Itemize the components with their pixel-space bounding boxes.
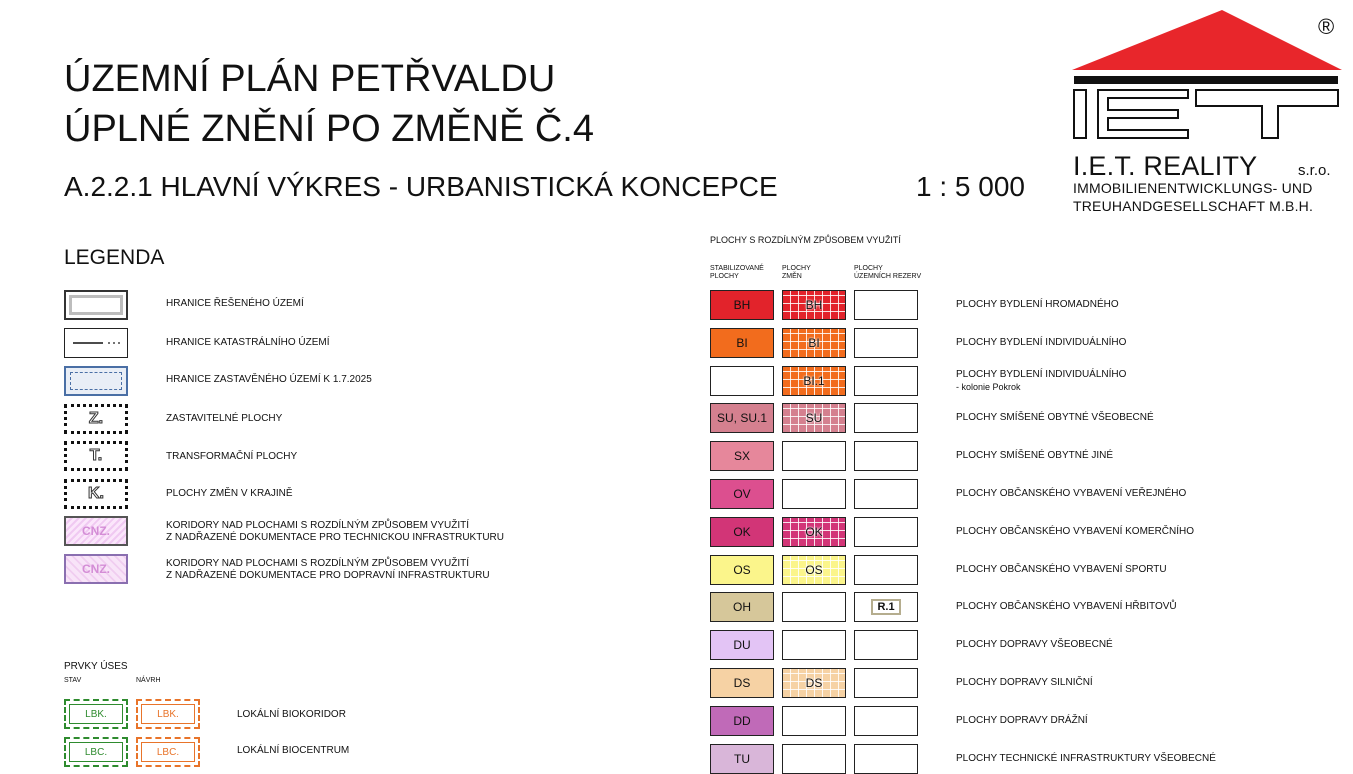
legend-label: ZASTAVITELNÉ PLOCHY xyxy=(166,413,283,424)
legend-symbol-technical-corridor: CNZ. xyxy=(64,516,128,546)
area-cell-change xyxy=(782,706,846,736)
title-line-1: ÚZEMNÍ PLÁN PETŘVALDU xyxy=(64,58,556,100)
area-cell-stabilized: DD xyxy=(710,706,774,736)
area-row-label: PLOCHY BYDLENÍ INDIVIDUÁLNÍHO xyxy=(956,337,1127,348)
area-cell-reserve xyxy=(854,555,918,585)
area-row-label: PLOCHY OBČANSKÉHO VYBAVENÍ VEŘEJNÉHO xyxy=(956,488,1187,499)
area-row-label: PLOCHY BYDLENÍ INDIVIDUÁLNÍHO - kolonie Pokrok xyxy=(956,369,1127,392)
logo-subtitle-line-1: IMMOBILIENENTWICKLUNGS- UND xyxy=(1073,180,1313,196)
area-cell-change xyxy=(782,744,846,774)
area-cell-change: OS xyxy=(782,555,846,585)
area-cell-reserve xyxy=(854,706,918,736)
area-row-label: PLOCHY DOPRAVY DRÁŽNÍ xyxy=(956,715,1088,726)
uses-col-navrh: NÁVRH xyxy=(136,677,161,684)
area-cell-stabilized: BI xyxy=(710,328,774,358)
area-cell-reserve xyxy=(854,441,918,471)
legend-symbol-buildable-areas: Z. xyxy=(64,404,128,434)
legend-label: KORIDORY NAD PLOCHAMI S ROZDÍLNÝM ZPŮSOBEM VYUŽITÍ Z NADŘAZENÉ DOKUMENTACE PRO TECHNICKOU INFRASTRUKTURU xyxy=(166,520,504,543)
area-cell-stabilized: SU, SU.1 xyxy=(710,403,774,433)
area-cell-reserve xyxy=(854,744,918,774)
areas-title: PLOCHY S ROZDÍLNÝM ZPŮSOBEM VYUŽITÍ xyxy=(710,235,901,245)
area-cell-reserve xyxy=(854,328,918,358)
area-cell-reserve xyxy=(854,403,918,433)
logo-company-suffix: s.r.o. xyxy=(1298,162,1331,179)
legend-symbol-solved-area xyxy=(64,290,128,320)
registered-mark: ® xyxy=(1318,14,1335,39)
title-line-2: ÚPLNÉ ZNĚNÍ PO ZMĚNĚ Č.4 xyxy=(64,108,594,150)
uses-biocorridor-navrh: LBK. xyxy=(136,699,200,729)
area-row-label: PLOCHY OBČANSKÉHO VYBAVENÍ HŘBITOVŮ xyxy=(956,601,1177,612)
area-cell-stabilized xyxy=(710,366,774,396)
legend-symbol-landscape-changes: K. xyxy=(64,479,128,509)
legend-label: HRANICE ŘEŠENÉHO ÚZEMÍ xyxy=(166,298,304,309)
area-row-label: PLOCHY BYDLENÍ HROMADNÉHO xyxy=(956,299,1119,310)
area-cell-reserve: R.1 xyxy=(854,592,918,622)
uses-biocentre-label: LOKÁLNÍ BIOCENTRUM xyxy=(237,745,350,756)
logo-company-name: I.E.T. REALITY xyxy=(1073,151,1258,181)
area-cell-stabilized: OV xyxy=(710,479,774,509)
area-cell-change: BI.1 xyxy=(782,366,846,396)
areas-col-changes: PLOCHY ZMĚN xyxy=(782,265,811,280)
legend-label: PLOCHY ZMĚN V KRAJINĚ xyxy=(166,488,293,499)
area-cell-stabilized: OS xyxy=(710,555,774,585)
area-cell-change xyxy=(782,630,846,660)
area-cell-change: SU xyxy=(782,403,846,433)
area-cell-reserve xyxy=(854,290,918,320)
area-cell-reserve xyxy=(854,366,918,396)
uses-biocentre-navrh: LBC. xyxy=(136,737,200,767)
area-cell-reserve xyxy=(854,668,918,698)
area-cell-stabilized: BH xyxy=(710,290,774,320)
areas-col-reserves: PLOCHY ÚZEMNÍCH REZERV xyxy=(854,265,922,280)
legend-title: LEGENDA xyxy=(64,246,165,269)
legend-label: HRANICE ZASTAVĚNÉHO ÚZEMÍ K 1.7.2025 xyxy=(166,374,372,385)
area-cell-change xyxy=(782,441,846,471)
area-cell-stabilized: OK xyxy=(710,517,774,547)
area-cell-reserve xyxy=(854,630,918,660)
area-cell-reserve xyxy=(854,517,918,547)
area-row-label: PLOCHY SMÍŠENÉ OBYTNÉ VŠEOBECNÉ xyxy=(956,412,1154,423)
uses-title: PRVKY ÚSES xyxy=(64,661,128,672)
area-cell-change xyxy=(782,479,846,509)
legend-label: HRANICE KATASTRÁLNÍHO ÚZEMÍ xyxy=(166,337,330,348)
area-row-label: PLOCHY TECHNICKÉ INFRASTRUKTURY VŠEOBECNÉ xyxy=(956,753,1216,764)
area-cell-change xyxy=(782,592,846,622)
areas-col-stabilized: STABILIZOVANÉ PLOCHY xyxy=(710,265,764,280)
area-row-label: PLOCHY OBČANSKÉHO VYBAVENÍ SPORTU xyxy=(956,564,1167,575)
logo-subtitle-line-2: TREUHANDGESELLSCHAFT M.B.H. xyxy=(1073,198,1314,214)
area-cell-change: BH xyxy=(782,290,846,320)
area-cell-stabilized: TU xyxy=(710,744,774,774)
scale-label: 1 : 5 000 xyxy=(916,171,1025,202)
legend-symbol-transformation-areas: T. xyxy=(64,441,128,471)
area-cell-change: BI xyxy=(782,328,846,358)
area-row-label: PLOCHY DOPRAVY SILNIČNÍ xyxy=(956,677,1093,688)
drawing-title: A.2.2.1 HLAVNÍ VÝKRES - URBANISTICKÁ KONCEPCE xyxy=(64,171,778,202)
legend-symbol-cadastral-boundary xyxy=(64,328,128,358)
area-row-label: PLOCHY DOPRAVY VŠEOBECNÉ xyxy=(956,639,1113,650)
uses-col-stav: STAV xyxy=(64,677,82,684)
area-cell-change: DS xyxy=(782,668,846,698)
area-row-label: PLOCHY SMÍŠENÉ OBYTNÉ JINÉ xyxy=(956,450,1114,461)
uses-biocorridor-stav: LBK. xyxy=(64,699,128,729)
area-cell-stabilized: OH xyxy=(710,592,774,622)
area-cell-stabilized: SX xyxy=(710,441,774,471)
area-cell-reserve xyxy=(854,479,918,509)
area-cell-stabilized: DU xyxy=(710,630,774,660)
area-cell-stabilized: DS xyxy=(710,668,774,698)
area-row-label: PLOCHY OBČANSKÉHO VYBAVENÍ KOMERČNÍHO xyxy=(956,526,1195,537)
legend-label: KORIDORY NAD PLOCHAMI S ROZDÍLNÝM ZPŮSOBEM VYUŽITÍ Z NADŘAZENÉ DOKUMENTACE PRO DOPRAVNÍ INFRASTRUKTURU xyxy=(166,558,490,581)
legend-label: TRANSFORMAČNÍ PLOCHY xyxy=(166,451,298,462)
legend-symbol-built-up-boundary xyxy=(64,366,128,396)
legend-symbol-transport-corridor: CNZ. xyxy=(64,554,128,584)
uses-biocentre-stav: LBC. xyxy=(64,737,128,767)
uses-biocorridor-label: LOKÁLNÍ BIOKORIDOR xyxy=(237,709,346,720)
area-cell-change: OK xyxy=(782,517,846,547)
